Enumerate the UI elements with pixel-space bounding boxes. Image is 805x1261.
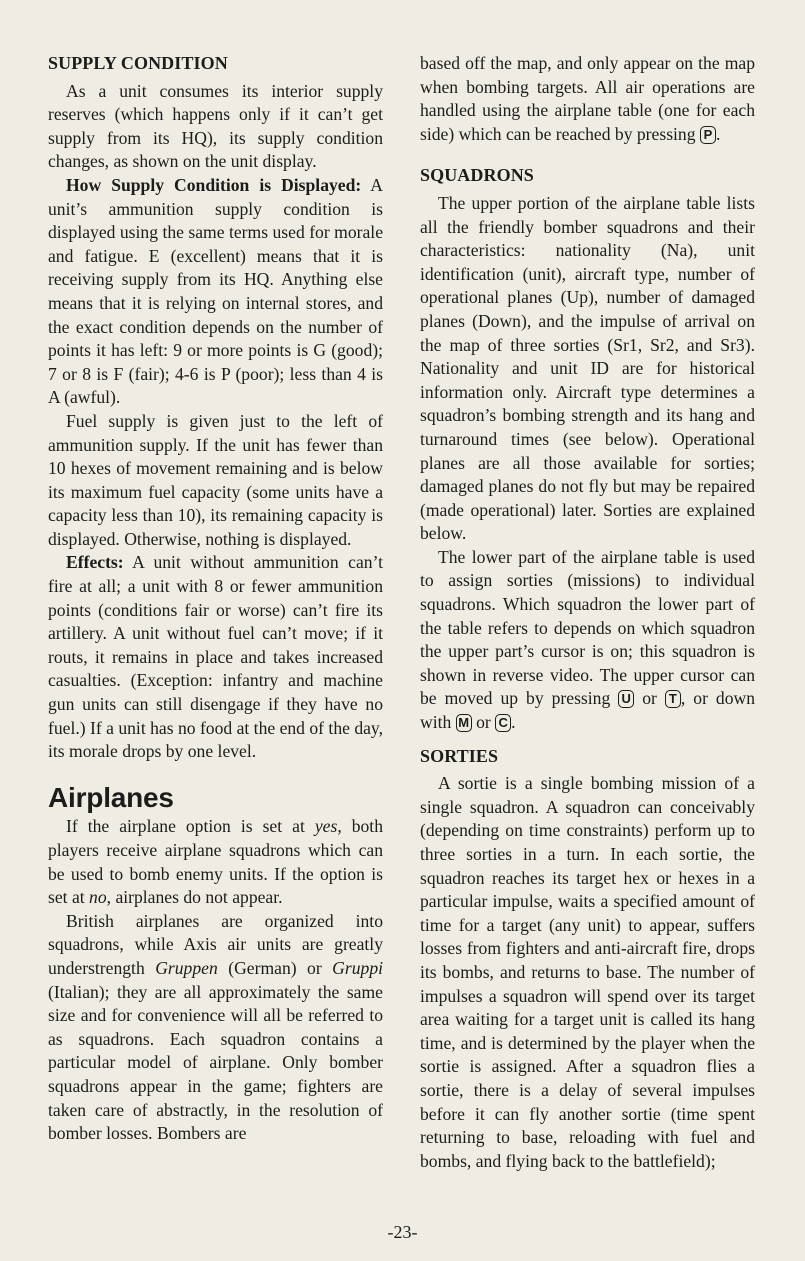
sorties-heading: SORTIES bbox=[420, 745, 499, 766]
key-m-icon: M bbox=[456, 714, 472, 732]
airplane-option-paragraph: If the airplane option is set at yes, both players receive airplane squadrons which can be used to bomb enemy units. If the option is set at no, airplanes do not appear. bbox=[48, 816, 383, 908]
bombers-continued-paragraph: based off the map, and only appear on the map when bombing targets. All air operations are handled using the airplane table (one for each side) which can be reached by pressing P . bbox=[420, 53, 755, 144]
effects-lead: Effects: bbox=[66, 552, 124, 573]
supply-display-paragraph: How Supply Condition is Displayed: A unit’s ammunition supply condition is displayed using the same terms used for morale and fatigue. E (excellent) means that it is receiving supply from its HQ. Anything else means that it is relying on internal stores, and the exact condition depends on the number of points it has left: 9 or more points is G (good); 7 or 8 is F (fair); 4-6 is P (poor); less than 4 is A (awful). bbox=[48, 174, 383, 408]
supply-condition-heading: SUPPLY CONDITION bbox=[48, 53, 228, 73]
key-p-icon: P bbox=[700, 126, 716, 144]
left-column bbox=[48, 52, 383, 1146]
squadrons-paragraph: The upper portion of the airplane table lists all the friendly bomber squadrons and their characteristics: nationality (Na), unit identification (unit), aircraft type, number of operational planes (Up), number of damaged planes (Down), and the impulse of arrival on the map of three sorties (Sr1, Sr2, and Sr3). Nationality and unit ID are for historical information only. Aircraft type determines a squadron’s bombing strength and its hang and turnaround times (see below). Operational planes are all those available for sorties; damaged planes do not fly but may be repaired (made operational) later. Sorties are explained below. bbox=[420, 192, 755, 544]
key-u-icon: U bbox=[618, 690, 634, 708]
supply-display-lead: How Supply Condition is Displayed: bbox=[66, 174, 362, 195]
right-column bbox=[420, 52, 755, 1173]
key-c-icon: C bbox=[495, 714, 511, 732]
effects-paragraph: Effects: A unit without ammunition can’t fire at all; a unit with 8 or fewer ammunition points (conditions fair or worse) can’t fire its artillery. A unit without fuel can’t move; if it routs, it remains in place and takes increased casualties. (Exception: infantry and machine gun units can still disengage if they have no fuel.) If a unit has no food at the end of the day, its morale drops by one level. bbox=[48, 552, 383, 762]
sorties-paragraph: A sortie is a single bombing mission of a single squadron. A squadron can conceivably (depending on time constraints) perform up to three sorties in a turn. In each sortie, the squadron reaches its target hex or hexes in a particular impulse, waits a specified amount of time for a target (any unit) to appear, suffers losses from fighters and anti-aircraft fire, drops its bombs, and returns to base. The number of impulses a squadron will spend over its target area waiting for a target unit is called its hang time, and is determined by the player when the sortie is assigned. After a squadron flies a sortie, there is a delay of several impulses before it can fly another sortie (time spent returning to base, reloading with fuel and bombs, and flying back to the battlefield); bbox=[420, 773, 755, 1171]
supply-intro-paragraph: As a unit consumes its interior supply reserves (which happens only if it can’t get supply from its HQ), its supply condition changes, as shown on the unit display. bbox=[48, 80, 383, 172]
key-t-icon: T bbox=[665, 690, 681, 708]
squadrons-heading: SQUADRONS bbox=[420, 165, 534, 186]
page-number: -23- bbox=[387, 1222, 418, 1242]
sortie-assignment-paragraph: The lower part of the airplane table is used to assign sorties (missions) to individual squadrons. Which squadron the lower part of the table refers to depends on which squadron the upper part’s cursor is on; this squadron is shown in reverse video. The upper cursor can be moved up by pressing U or T , or down with M or C . bbox=[420, 546, 756, 733]
airplanes-heading: Airplanes bbox=[48, 781, 174, 813]
squadron-organization-paragraph: British airplanes are organized into squadrons, while Axis air units are greatly understrength Gruppen (German) or Gruppi (Italian); they are all approximately the same size and for convenience will all be referred to as squadrons. Each squadron contains a particular model of airplane. Only bomber squadrons appear in the game; fighters are taken care of abstractly, in the resolution of bomber losses. Bombers are bbox=[48, 910, 384, 1144]
fuel-supply-paragraph: Fuel supply is given just to the left of ammunition supply. If the unit has fewer than 10 hexes of movement remaining and is below its maximum fuel capacity (some units have a capacity less than 10), its remaining capacity is displayed. Otherwise, nothing is displayed. bbox=[48, 410, 383, 549]
